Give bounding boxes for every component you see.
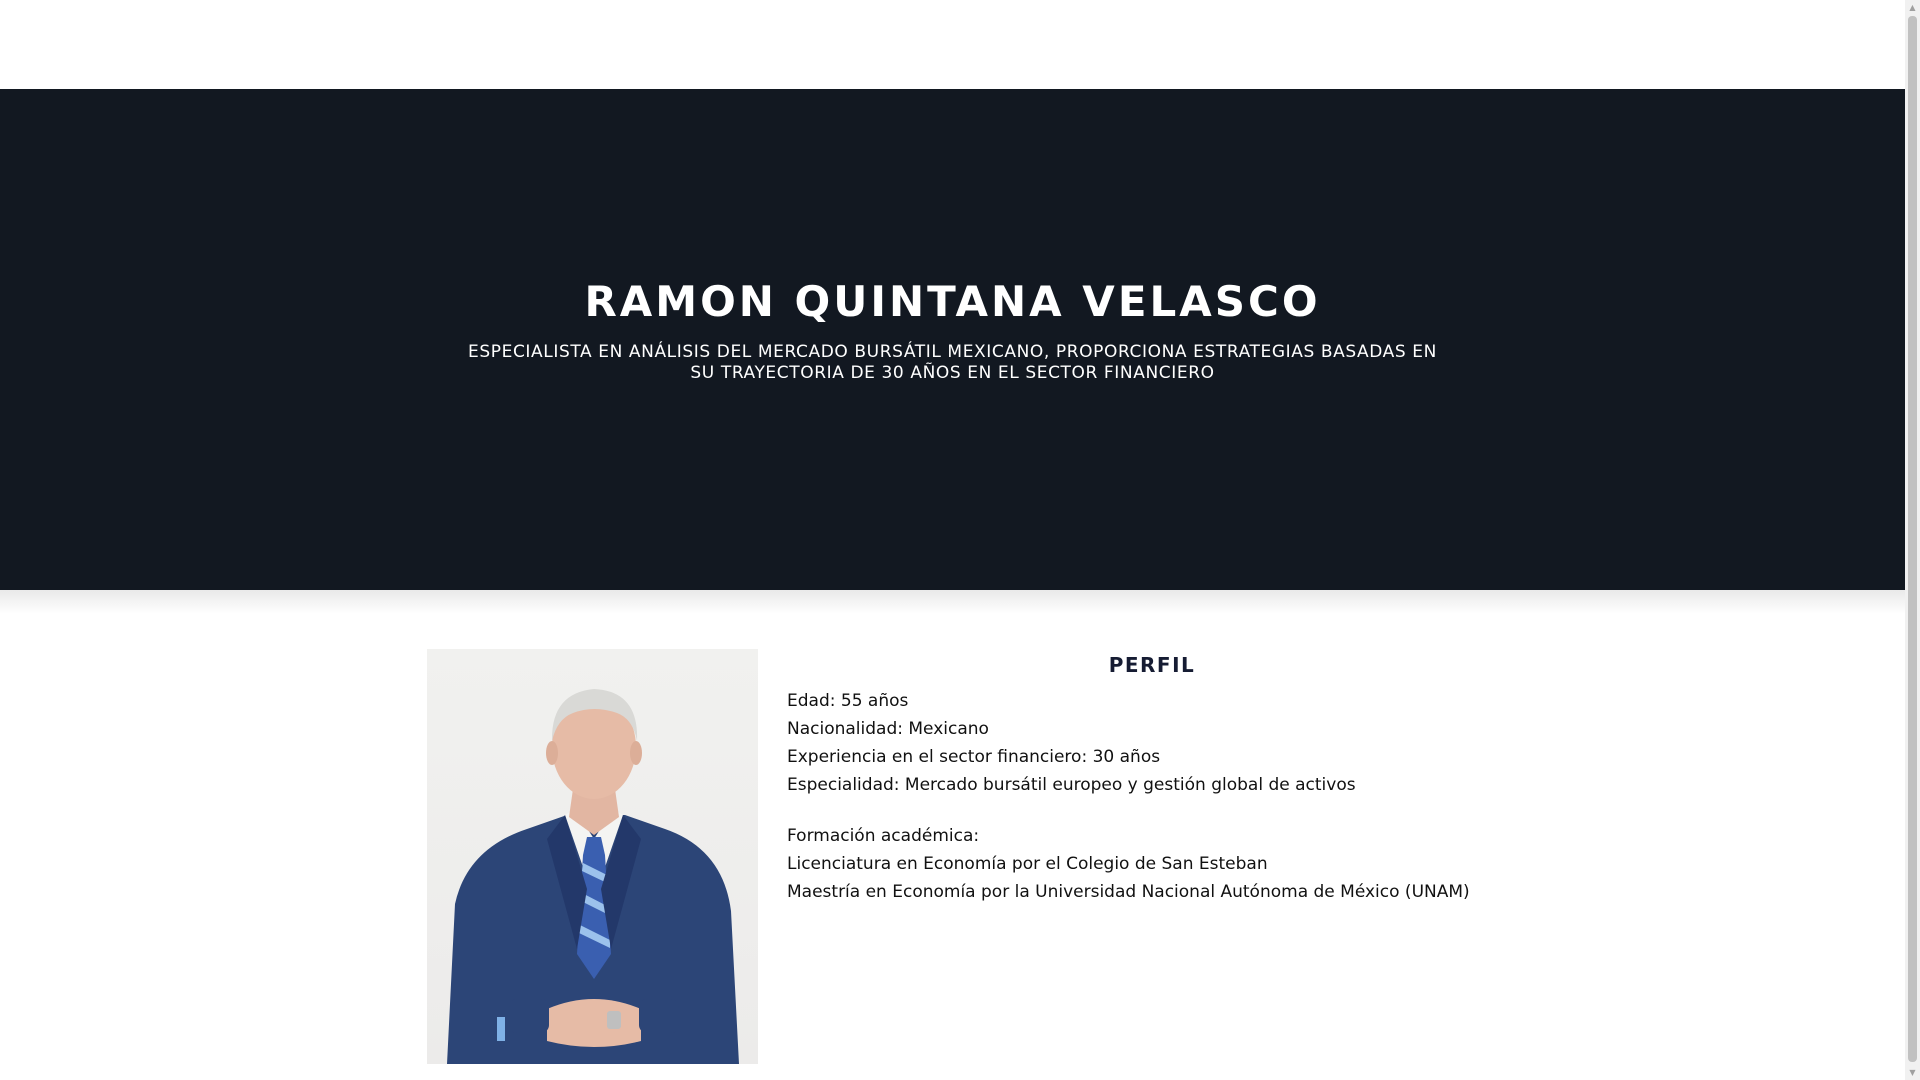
profile-specialty: Especialidad: Mercado bursátil europeo y gestión global de activos — [787, 775, 1356, 795]
education-list — [787, 822, 1477, 906]
portrait-illustration — [427, 649, 758, 1064]
scroll-up-arrow-icon[interactable]: ▲ — [1909, 3, 1916, 12]
profile-details-list — [787, 687, 1477, 799]
profile-photo — [427, 649, 758, 1064]
profile-title: PERFIL — [1108, 653, 1196, 677]
hero-subtitle: ESPECIALISTA EN ANÁLISIS DEL MERCADO BURSÁTIL MEXICANO, PROPORCIONA ESTRATEGIAS BASADAS EN SU TRAYECTORIA DE 30 AÑOS EN EL SECTOR FINANCIERO — [468, 342, 1437, 383]
education-heading: Formación académica: — [787, 826, 980, 846]
profile-age: Edad: 55 años — [787, 691, 909, 711]
scrollbar-thumb[interactable] — [1908, 16, 1917, 1062]
education-degree-master: Maestría en Economía por la Universidad Nacional Autónoma de México (UNAM) — [787, 882, 1470, 902]
scroll-down-arrow-icon[interactable]: ▼ — [1909, 1068, 1916, 1077]
profile-section — [787, 649, 1477, 906]
education-degree-bachelor: Licenciatura en Economía por el Colegio de San Esteban — [787, 854, 1268, 874]
profile-experience: Experiencia en el sector financiero: 30 años — [787, 747, 1161, 767]
profile-nationality: Nacionalidad: Mexicano — [787, 719, 989, 739]
top-navigation-bar — [0, 0, 1905, 89]
hero-divider-shadow — [0, 590, 1905, 614]
hero-banner — [0, 89, 1905, 590]
hero-title: RAMON QUINTANA VELASCO — [584, 277, 1321, 326]
